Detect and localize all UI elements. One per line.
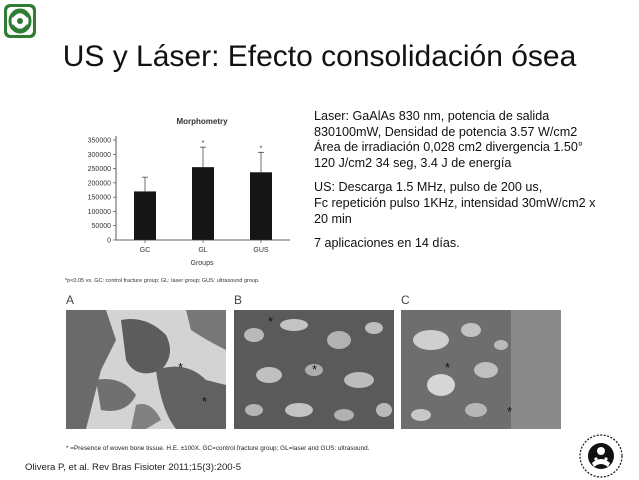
y-tick-label: 0 [107,237,111,245]
woven-bone-marker: * [507,404,513,419]
reference-citation: Olivera P, et al. Rev Bras Fisioter 2011;15(3):200-5 [25,462,242,473]
significance-marker: * [201,140,205,148]
figure-caption: * =Presence of woven bone tissue. H.E. ±100X. GC=control fracture group; GL=laser and GUS: ultrasound. [66,445,370,452]
laser-line: 120 J/cm2 34 seg, 3.4 J de energía [314,155,512,170]
x-tick-label: GC [139,247,151,254]
laser-line: Laser: GaAlAs 830 nm, potencia de salida [314,109,550,123]
us-line: US: Descarga 1.5 MHz, pulso de 200 us, [314,180,543,195]
y-tick-label: 300000 [87,151,111,159]
woven-bone-marker: * [312,362,318,377]
page-title: US y Láser: Efecto consolidación ósea [62,40,577,73]
panel-label: B [234,293,243,307]
chart-title: Morphometry [176,117,228,126]
histology-panel-c [401,293,561,437]
bar [134,191,156,240]
y-tick-label: 50000 [91,223,111,231]
chart-footnote: *p<0.05 vs. GC: control fracture group; GL: laser group; GUS: ultrasound group. [65,278,260,284]
morphometry-chart [60,110,305,290]
panel-label: A [66,293,75,307]
panel-label: C [401,293,410,307]
bar [192,167,214,240]
x-axis [116,240,290,254]
x-tick-label: GL [198,247,208,254]
histology-panel-b [234,293,394,437]
histology-image [401,310,561,429]
woven-bone-marker: * [202,394,208,409]
laser-line: 830100mW, Densidad de potencia 3.57 W/cm2 [314,124,578,139]
bar [250,172,272,240]
university-logo-icon [3,3,37,39]
woven-bone-marker: * [445,360,451,375]
y-axis [88,136,116,245]
y-tick-label: 350000 [87,137,111,145]
us-line: Fc repetición pulso 1KHz, intensidad 30mW/cm2 x [314,195,596,210]
histology-image [66,310,226,429]
parameters-text [314,109,634,252]
woven-bone-marker: * [178,360,184,375]
x-axis-label: Groups [190,260,214,267]
y-tick-label: 200000 [87,180,111,188]
woven-bone-marker: * [268,314,274,329]
sessions-line: 7 aplicaciones en 14 días. [314,236,460,251]
rehabilitation-seal-icon [578,433,624,479]
x-tick-label: GUS [253,247,269,254]
y-tick-label: 100000 [87,208,111,216]
histology-panel-a [66,293,226,437]
y-tick-label: 250000 [87,166,111,174]
bar-series [134,140,272,240]
laser-line: Área de irradiación 0,028 cm2 divergencia 1.50° [314,140,583,155]
histology-image [234,310,394,429]
significance-marker: * [259,145,263,153]
us-line: 20 min [314,211,352,226]
y-tick-label: 150000 [87,194,111,202]
